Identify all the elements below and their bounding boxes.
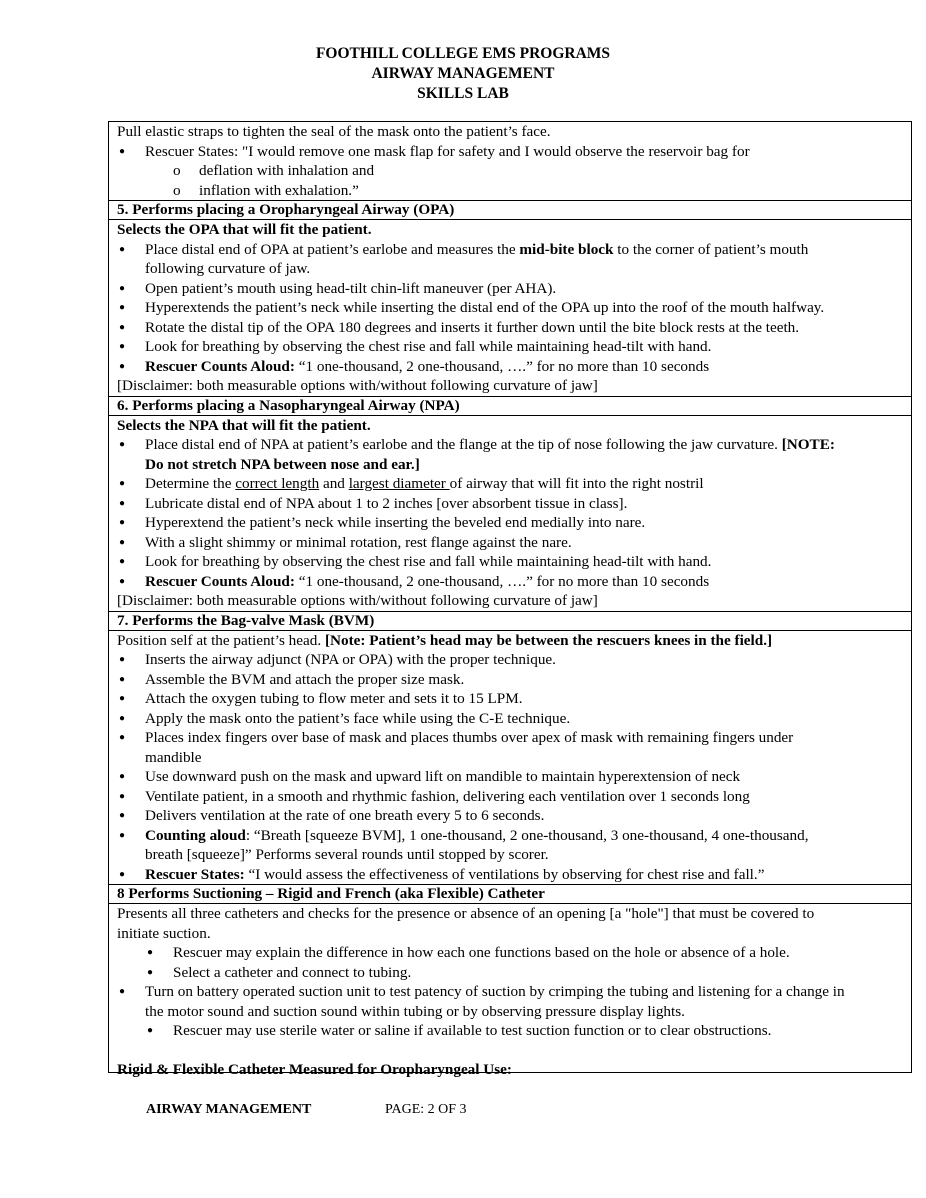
opa-disclaimer: [Disclaimer: both measurable options with/without following curvature of jaw]	[117, 377, 598, 394]
npa-item-1-text: Place distal end of NPA at patient’s earlobe and the flange at the tip of nose following the jaw curvature.	[145, 436, 782, 453]
opa-item-1-cont: following curvature of jaw.	[145, 260, 311, 277]
npa-block	[109, 416, 911, 612]
npa-item-6: ● Look for breathing by observing the chest rise and fall while maintaining head-tilt with hand.	[117, 552, 911, 572]
npa-item-5: ● With a slight shimmy or minimal rotation, rest flange against the nare.	[117, 533, 911, 553]
suction-item-1: ● Turn on battery operated suction unit to test patency of suction by crimping the tubing and listening for a change in	[117, 982, 911, 1002]
npa-item-7	[117, 572, 911, 592]
bvm-item-10	[117, 865, 911, 885]
bvm-item-9-text: : “Breath [squeeze BVM], 1 one-thousand, 2 one-thousand, 3 one-thousand, 4 one-thousand,	[245, 826, 809, 844]
section-title-npa: 6. Performs placing a Nasopharyngeal Airway (NPA)	[109, 397, 911, 416]
bvm-item-1: ● Inserts the airway adjunct (NPA or OPA) with the proper technique.	[117, 650, 911, 670]
opa-item-1-text: Place distal end of OPA at patient’s earlobe and measures the	[145, 240, 520, 258]
header-line-3: SKILLS LAB	[417, 85, 509, 102]
npa-item-2-t2: correct length	[235, 475, 320, 492]
bvm-item-9-cont: breath [squeeze]” Performs several rounds until stopped by scorer.	[145, 846, 549, 863]
bvm-item-9	[117, 826, 911, 846]
section-title-bvm: 7. Performs the Bag-valve Mask (BVM)	[109, 612, 911, 631]
npa-item-2	[117, 474, 911, 494]
opa-item-3: ● Hyperextends the patient’s neck while inserting the distal end of the OPA up into the roof of the mouth halfway.	[117, 298, 911, 318]
npa-item-1-cont: Do not stretch NPA between nose and ear.]	[145, 455, 420, 473]
suction-sub-1: ● Rescuer may explain the difference in how each one functions based on the hole or absence of a hole.	[117, 943, 911, 963]
bvm-item-9-label: Counting aloud	[145, 826, 246, 844]
bvm-item-10-label: Rescuer States:	[145, 865, 245, 883]
mask-rescuer-states: ● Rescuer States: "I would remove one mask flap for safety and I would observe the reservoir bag for	[117, 142, 911, 162]
suction-block	[109, 904, 911, 1079]
bvm-item-2: ● Assemble the BVM and attach the proper size mask.	[117, 670, 911, 690]
npa-item-1-note: [NOTE:	[781, 436, 835, 453]
mask-block	[109, 122, 911, 201]
bvm-intro-note: [Note: Patient’s head may be between the rescuers knees in the field.]	[324, 631, 773, 649]
document-header	[0, 44, 926, 104]
header-line-1: FOOTHILL COLLEGE EMS PROGRAMS	[315, 45, 611, 62]
npa-item-1	[117, 435, 911, 455]
bvm-item-5-cont: mandible	[145, 748, 202, 766]
suction-intro-cont: initiate suction.	[117, 924, 211, 942]
bvm-item-7: ● Ventilate patient, in a smooth and rhythmic fashion, delivering each ventilation over 1 seconds long	[117, 787, 911, 807]
bvm-intro-text: Position self at the patient’s head.	[117, 631, 325, 649]
opa-block	[109, 220, 911, 397]
suction-sub-3: ● Rescuer may use sterile water or saline if available to test suction function or to clear obstructions.	[117, 1021, 911, 1041]
suction-item-1-cont: the motor sound and suction sound within tubing or by observing pressure display lights.	[145, 1002, 685, 1020]
npa-item-3: ● Lubricate distal end of NPA about 1 to 2 inches [over absorbent tissue in class].	[117, 494, 911, 514]
bvm-item-5: ● Places index fingers over base of mask and places thumbs over apex of mask with remaining fingers under	[117, 728, 911, 748]
bvm-intro	[117, 631, 911, 651]
header-line-2: AIRWAY MANAGEMENT	[371, 65, 555, 82]
bvm-item-4: ● Apply the mask onto the patient’s face while using the C-E technique.	[117, 709, 911, 729]
suction-intro: Presents all three catheters and checks for the presence or absence of an opening [a "hole"] that must be covered to	[117, 905, 815, 922]
opa-item-1-bold: mid-bite block	[519, 240, 614, 258]
mask-intro: Pull elastic straps to tighten the seal of the mask onto the patient’s face.	[117, 123, 551, 140]
mask-sub-item-1: o deflation with inhalation and	[117, 161, 911, 181]
opa-item-6	[117, 357, 911, 377]
page-number: PAGE: 2 OF 3	[385, 1102, 467, 1117]
opa-item-1	[117, 240, 911, 260]
opa-item-2: ● Open patient’s mouth using head-tilt chin-lift maneuver (per AHA).	[117, 279, 911, 299]
npa-item-2-t1: Determine the	[145, 475, 236, 492]
opa-item-5: ● Look for breathing by observing the chest rise and fall while maintaining head-tilt with hand.	[117, 337, 911, 357]
npa-item-7-label: Rescuer Counts Aloud:	[145, 572, 295, 590]
npa-item-2-t4: largest diameter	[348, 475, 450, 492]
suction-sub-2: ● Select a catheter and connect to tubing.	[117, 963, 911, 983]
spacer	[117, 1041, 911, 1060]
section-title-opa: 5. Performs placing a Oropharyngeal Airway (OPA)	[109, 201, 911, 220]
npa-item-2-t3: and	[319, 475, 349, 492]
npa-item-2-t5: of airway that will fit into the right nostril	[449, 475, 704, 492]
opa-item-1-text-end: to the corner of patient’s mouth	[613, 240, 809, 258]
footer-title: AIRWAY MANAGEMENT	[146, 1102, 312, 1117]
npa-item-4: ● Hyperextend the patient’s neck while inserting the beveled end medially into nare.	[117, 513, 911, 533]
bvm-item-8: ● Delivers ventilation at the rate of one breath every 5 to 6 seconds.	[117, 806, 911, 826]
mask-sub-item-2: o inflation with exhalation.”	[117, 181, 911, 201]
opa-item-6-label: Rescuer Counts Aloud:	[145, 357, 295, 375]
section-title-suction: 8 Performs Suctioning – Rigid and French (aka Flexible) Catheter	[109, 885, 911, 904]
bvm-item-6: ● Use downward push on the mask and upward lift on mandible to maintain hyperextension of neck	[117, 767, 911, 787]
bvm-item-3: ● Attach the oxygen tubing to flow meter and sets it to 15 LPM.	[117, 689, 911, 709]
npa-disclaimer: [Disclaimer: both measurable options with/without following curvature of jaw]	[117, 592, 598, 609]
skills-table	[108, 121, 912, 1078]
suction-rigid-heading: Rigid & Flexible Catheter Measured for Oropharyngeal Use:	[117, 1060, 512, 1078]
opa-select: Selects the OPA that will fit the patient.	[117, 221, 372, 238]
opa-item-6-text: “1 one-thousand, 2 one-thousand, ….” for no more than 10 seconds	[294, 357, 710, 375]
opa-item-4: ● Rotate the distal tip of the OPA 180 degrees and inserts it further down until the bite block rests at the teeth.	[117, 318, 911, 338]
npa-item-7-text: “1 one-thousand, 2 one-thousand, ….” for no more than 10 seconds	[294, 572, 710, 590]
npa-select: Selects the NPA that will fit the patient.	[117, 416, 371, 434]
bvm-item-10-text: “I would assess the effectiveness of ventilations by observing for chest rise and fall.”	[244, 865, 765, 883]
bvm-block	[109, 631, 911, 886]
